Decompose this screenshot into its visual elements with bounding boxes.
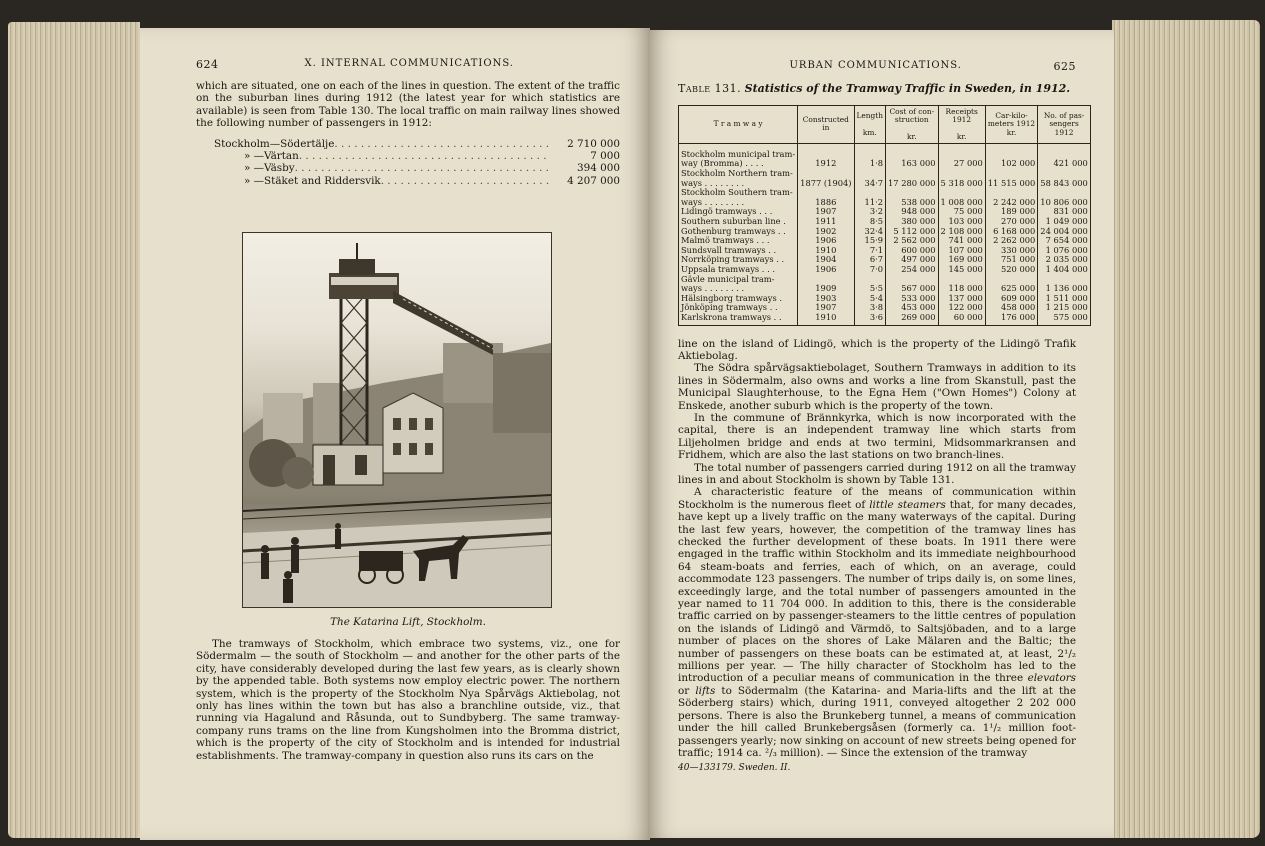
cell-receipts: 5 318 000 [938,179,985,189]
lift-illustration [243,233,551,607]
cell-constructed: 1912 [798,159,854,169]
cell-carkm: 2 242 000 [985,198,1038,208]
cell-constructed: 1906 [798,265,854,275]
stats-row: » —Värtan . . . 7 000 [214,150,620,162]
cell-passengers: 58 843 000 [1038,179,1091,189]
cell-passengers: 1 136 000 [1038,284,1091,294]
right-running-title: URBAN COMMUNICATIONS. [789,60,962,71]
cell-length [854,143,886,159]
header-passengers: No. of pas- sengers 1912 [1038,106,1091,144]
cell-passengers: 831 000 [1038,207,1091,217]
cell-carkm: 625 000 [985,284,1038,294]
cell-constructed: 1886 [798,198,854,208]
header-length: Length km. [854,106,886,144]
cell-cost [886,143,939,159]
cell-constructed: 1903 [798,294,854,304]
cell-carkm: 2 262 000 [985,236,1038,246]
right-page [648,30,1114,838]
table-header-row [679,106,1091,144]
header-carkm: Car-kilo- meters 1912 kr. [985,106,1038,144]
cell-constructed: 1909 [798,284,854,294]
cell-constructed: 1904 [798,255,854,265]
cell-carkm: 458 000 [985,303,1038,313]
cell-receipts: 2 108 000 [938,227,985,237]
cell-name: way (Bromma) . . . . [679,159,798,169]
cell-carkm: 270 000 [985,217,1038,227]
cell-carkm: 6 168 000 [985,227,1038,237]
cell-cost: 269 000 [886,313,939,325]
cell-cost: 533 000 [886,294,939,304]
cell-receipts: 107 000 [938,246,985,256]
stats-row: » —Stäket and Riddersvik . . . 4 207 000 [214,175,620,187]
cell-name: Jönköping tramways . . [679,303,798,313]
left-page [140,28,650,840]
header-tramway: T r a m w a y [679,106,798,144]
cell-length: 5·5 [854,284,886,294]
cell-constructed: 1911 [798,217,854,227]
passenger-stats-list [214,138,620,188]
cell-carkm: 11 515 000 [985,179,1038,189]
cell-passengers: 575 000 [1038,313,1091,325]
cell-constructed: 1910 [798,313,854,325]
cell-cost: 17 280 000 [886,179,939,189]
right-body-text [678,338,1076,774]
cell-name: Karlskrona tramways . . [679,313,798,325]
cell-name: Stockholm Southern tram- [679,188,798,198]
cell-length: 11·2 [854,198,886,208]
right-page-edges [1112,20,1260,838]
photo-caption: The Katarina Lift, Stockholm. [330,616,486,628]
steamers-paragraph: A characteristic feature of the means of communication within Stockholm is the numerous fleet of little steamers that, for many decades, have kept up a lively traffic on the many waterways of the capital. During the last few years, however, the competition of the tramway lines has checked the further development of these boats. In 1911 there were engaged in the traffic within Stockholm and its immediate neighbourhood 64 steam-boats and ferries, each of which, on an average, could accommodate 123 passengers. The number of trips daily is, on some lines, exceedingly large, and the total number of passengers amounted in the year named to 11 704 000. In addition to this, there is the considerable traffic carried on by passenger-steamers to the little centres of population on the islands of Lidingö and Värmdö, to Saltsjöbaden, and to a large number of places on the shores of Lake Mälaren and the Baltic; the number of passengers on these boats can be estimated at, at least, 2¹/₂ millions per year. — The hilly character of Stockholm has led to the introduction of a peculiar means of communication in the three elevators or lifts to Södermalm (the Katarina- and Maria-lifts and the lift at the Söderberg stairs) which, during 1911, conveyed altogether 2 202 000 persons. There is also the Brunkeberg tunnel, a means of communication under the hill called Brunkebergsåsen (formerly ca. 1¹/₂ million foot-passengers yearly; now sinking on account of new streets being opened for traffic; 1914 ca. ²/₃ million). — Since the extension of the tramway [678,486,1076,759]
header-receipts: Receipts 1912 kr. [938,106,985,144]
cell-name: Uppsala tramways . . . [679,265,798,275]
right-page-number: 625 [1053,60,1076,73]
cell-passengers: 2 035 000 [1038,255,1091,265]
cell-length: 7·0 [854,265,886,275]
cell-receipts: 145 000 [938,265,985,275]
cell-cost: 600 000 [886,246,939,256]
cell-length: 3·6 [854,313,886,325]
cell-name: Southern suburban line . [679,217,798,227]
cell-passengers: 1 215 000 [1038,303,1091,313]
cell-cost: 5 112 000 [886,227,939,237]
cell-name: Norrköping tramways . . [679,255,798,265]
stats-row: Stockholm—Södertälje . . . 2 710 000 [214,138,620,150]
cell-carkm: 609 000 [985,294,1038,304]
cell-receipts: 103 000 [938,217,985,227]
cell-cost: 2 562 000 [886,236,939,246]
cell-constructed: 1907 [798,303,854,313]
header-cost: Cost of con- struction kr. [886,106,939,144]
cell-name: Sundsvall tramways . . [679,246,798,256]
cell-constructed: 1906 [798,236,854,246]
tramway-statistics-table [678,105,1091,326]
katarina-lift-photo [242,232,552,608]
cell-passengers: 24 004 000 [1038,227,1091,237]
total-passengers-paragraph: The total number of passengers carried during 1912 on all the tramway lines in and about Stockholm is shown by Table 131. [678,461,1076,486]
cell-receipts: 60 000 [938,313,985,325]
table-title: Statistics of the Tramway Traffic in Sweden, in 1912. [744,82,1071,95]
stats-row: » —Väsby . . . 394 000 [214,162,620,174]
cell-passengers: 1 049 000 [1038,217,1091,227]
cell-cost: 538 000 [886,198,939,208]
cell-length: 32·4 [854,227,886,237]
tramways-paragraph: The tramways of Stockholm, which embrace two systems, viz., one for Södermalm — the south of Stockholm — and another for the other parts of the city, have considerably developed during the last few years, as is clearly shown by the appended table. Both systems now employ electric power. The northern system, which is the property of the Stockholm Nya Spårvägs Aktiebolag, not only has lines within the town but has also a branchline outside, viz., that running via Hagalund and Råsunda, out to Sundbyberg. The same tramway-company runs trams on the line from Kungsholmen into the Bromma district, which is the property of the city of Stockholm and is intended for industrial establishments. The tramway-company in question also runs its cars on the [196,638,620,762]
cell-length: 5·4 [854,294,886,304]
cell-cost: 948 000 [886,207,939,217]
cell-length: 3·2 [854,207,886,217]
right-page-content [678,60,1088,774]
header-constructed: Constructed in [798,106,854,144]
brannkyrka-paragraph: In the commune of Brännkyrka, which is now incorporated with the capital, there is an independent tramway line which starts from Liljeholmen bridge and ends at two termini, Midsommarkransen and Fridhem, which are also the last stations on two branch-lines. [678,411,1076,462]
cell-passengers: 7 654 000 [1038,236,1091,246]
cell-length: 8·5 [854,217,886,227]
table-caption [678,82,1076,95]
signature-footer: 40—133179. Sweden. II. [678,763,791,774]
cell-receipts: 118 000 [938,284,985,294]
cell-carkm: 520 000 [985,265,1038,275]
left-lower-text [196,638,620,762]
cell-receipts: 741 000 [938,236,985,246]
cell-name: ways . . . . . . . . [679,179,798,189]
table-label: Table 131. [678,82,742,95]
cell-carkm [985,143,1038,159]
left-running-head [196,58,620,74]
lidingo-paragraph: line on the island of Lidingö, which is the property of the Lidingö Trafik Aktiebolag. [678,337,1076,362]
cell-receipts [938,143,985,159]
cell-receipts: 137 000 [938,294,985,304]
left-page-edges [8,22,140,838]
cell-passengers: 1 511 000 [1038,294,1091,304]
cell-name: Gothenburg tramways . . [679,227,798,237]
cell-passengers: 1 404 000 [1038,265,1091,275]
cell-passengers [1038,143,1091,159]
cell-passengers: 1 076 000 [1038,246,1091,256]
southern-tramways-paragraph: The Södra spårvägsaktiebolaget, Southern Tramways in addition to its lines in Södermalm, also owns and works a line from Skanstull, past the Municipal Slaughterhouse, to the Egna Hem ("Own Homes") Colony at Enskede, another suburb which is the property of the town. [678,362,1076,412]
cell-length: 1·8 [854,159,886,169]
cell-constructed: 1907 [798,207,854,217]
cell-name: ways . . . . . . . . [679,284,798,294]
cell-cost: 567 000 [886,284,939,294]
cell-name: Stockholm municipal tram- [679,143,798,159]
cell-name: Malmö tramways . . . [679,236,798,246]
cell-carkm: 330 000 [985,246,1038,256]
table-row [679,313,1091,325]
cell-name: Lidingö tramways . . . [679,207,798,217]
cell-receipts: 75 000 [938,207,985,217]
left-page-number: 624 [196,58,219,71]
cell-cost: 453 000 [886,303,939,313]
cell-carkm: 102 000 [985,159,1038,169]
cell-constructed: 1910 [798,246,854,256]
cell-carkm: 189 000 [985,207,1038,217]
cell-length: 34·7 [854,179,886,189]
table-row [679,143,1091,159]
cell-carkm: 751 000 [985,255,1038,265]
cell-receipts: 27 000 [938,159,985,169]
left-page-content [196,58,620,197]
cell-cost: 163 000 [886,159,939,169]
cell-length: 15·9 [854,236,886,246]
left-running-title: X. INTERNAL COMMUNICATIONS. [304,58,514,69]
cell-length: 6·7 [854,255,886,265]
cell-name: ways . . . . . . . . [679,198,798,208]
cell-name: Gävle municipal tram- [679,275,798,285]
cell-length: 7·1 [854,246,886,256]
cell-cost: 254 000 [886,265,939,275]
cell-passengers: 10 806 000 [1038,198,1091,208]
cell-name: Stockholm Northern tram- [679,169,798,179]
cell-constructed [798,143,854,159]
cell-cost: 380 000 [886,217,939,227]
cell-constructed: 1877 (1904) [798,179,854,189]
right-running-head [678,60,1076,76]
cell-cost: 497 000 [886,255,939,265]
cell-name: Hälsingborg tramways . [679,294,798,304]
intro-paragraph: which are situated, one on each of the lines in question. The extent of the traffic on the suburban lines during 1912 (the latest year for which statistics are available) is seen from Table 130. The local traffic on main railway lines showed the following number of passengers in 1912: [196,80,620,130]
cell-passengers: 421 000 [1038,159,1091,169]
table-body [679,143,1091,325]
cell-receipts: 1 008 000 [938,198,985,208]
cell-receipts: 169 000 [938,255,985,265]
cell-carkm: 176 000 [985,313,1038,325]
cell-constructed: 1902 [798,227,854,237]
cell-length: 3·8 [854,303,886,313]
cell-receipts: 122 000 [938,303,985,313]
